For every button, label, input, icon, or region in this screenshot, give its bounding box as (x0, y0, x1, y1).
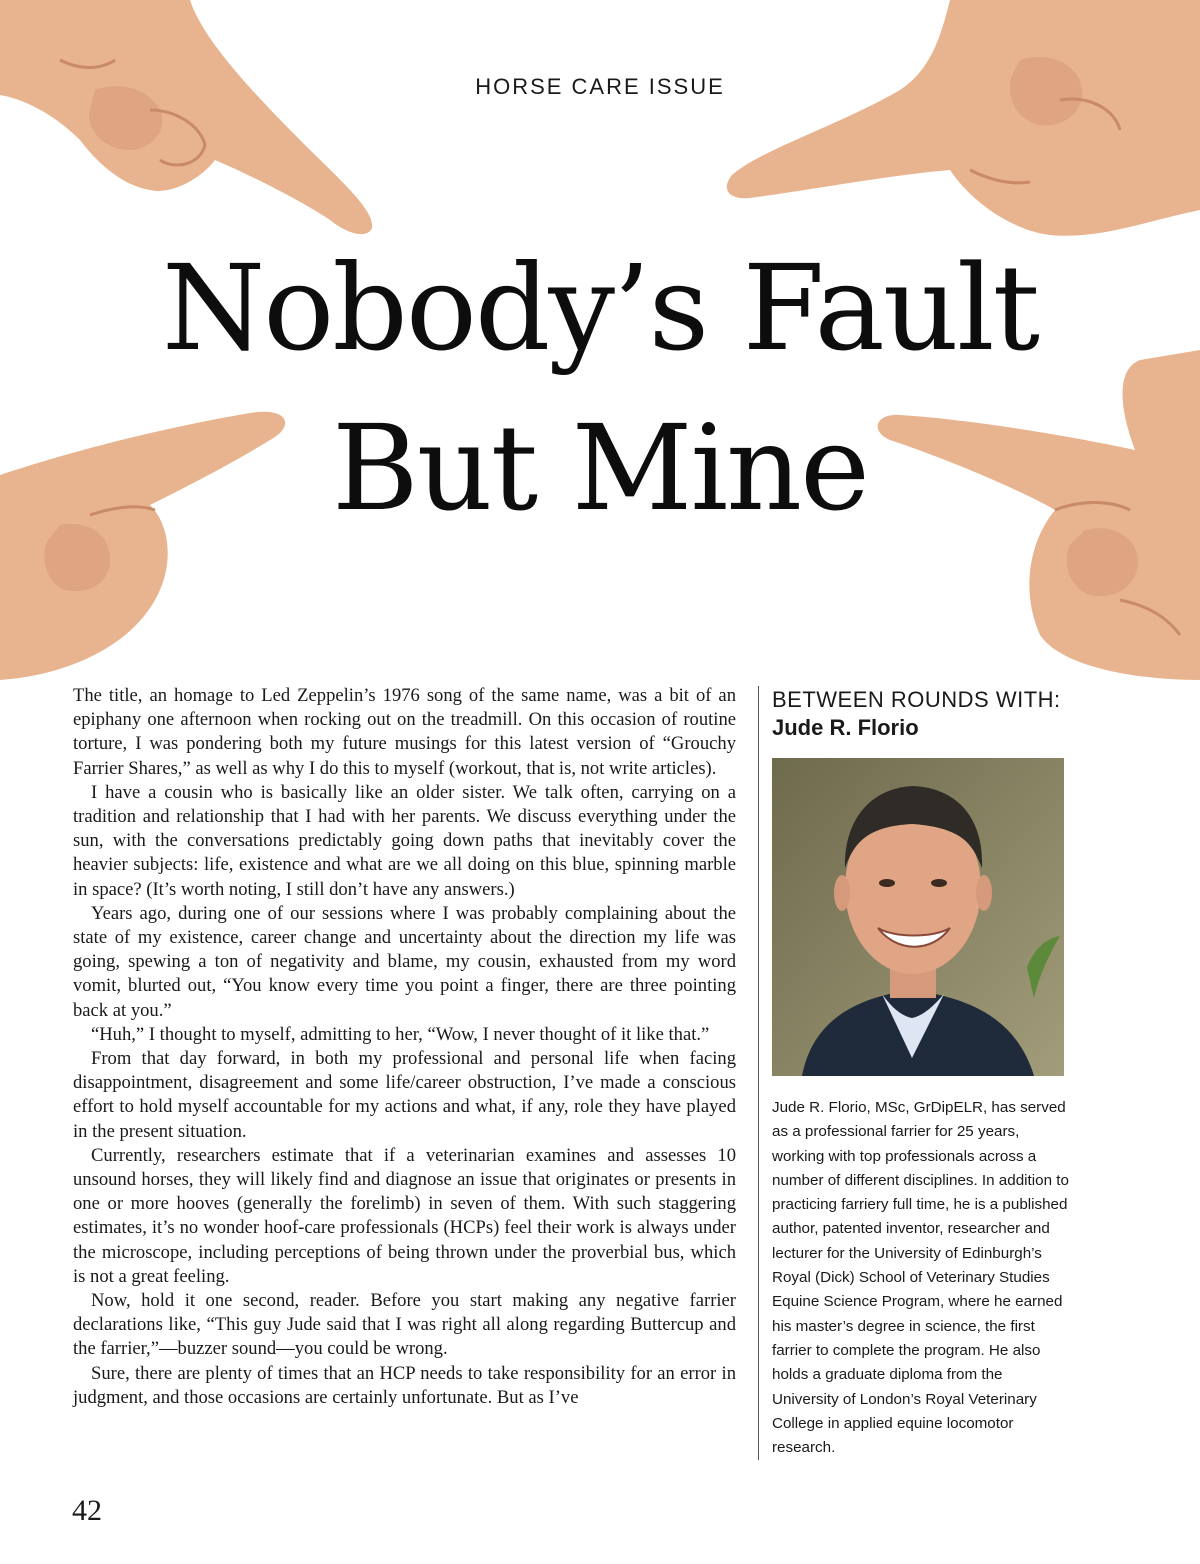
portrait-image (772, 758, 1064, 1076)
issue-kicker: HORSE CARE ISSUE (475, 74, 725, 99)
pointing-hand-top-left (0, 0, 380, 240)
author-sidebar (772, 686, 1092, 1457)
author-name: Jude R. Florio (772, 715, 919, 740)
author-bio: Jude R. Florio, MSc, GrDipELR, has served as a professional farrier for 25 years, working with top professionals across a number of different disciplines. In addition to practicing farriery full time, he is a published author, patented inventor, researcher and lecturer for the University of Edinburgh’s Royal (Dick) School of Veterinary Studies Equine Science Program, where he earned his master’s degree in science, the first farrier to complete the program. He also holds a graduate diploma from the University of London’s Royal Veterinary College in applied equine locomotor research. (772, 1099, 1069, 1457)
article-paragraph: Now, hold it one second, reader. Before you start making any negative farrier declarations like, “This guy Jude said that I was right all along regarding Buttercup and the farrier,”—buzzer sound—you could be wrong. (73, 1290, 736, 1360)
headline-line-2: But Mine (331, 399, 869, 537)
sidebar-label: BETWEEN ROUNDS WITH: (772, 687, 1061, 712)
article-paragraph: Sure, there are plenty of times that an HCP needs to take responsibility for an error in judgment, and those occasions are certainly unfortunate. But as I’ve (73, 1362, 736, 1408)
article-paragraph: From that day forward, in both my professional and personal life when facing disappointment, disagreement and some life/career obstruction, I’ve made a conscious effort to hold myself accountable for my actions and what, if any, role they have played in the present situation. (73, 1048, 736, 1142)
column-divider (758, 686, 759, 1460)
article-paragraph: Years ago, during one of our sessions where I was probably complaining about the state of my existence, career change and uncertainty about the direction my life was going, spewing a ton of negativity and blame, my cousin, exhausted from my word vomit, blurted out, “You know every time you point a finger, there are three pointing back at you.” (73, 902, 736, 1021)
author-portrait (772, 758, 1064, 1076)
pointing-hand-top-right (720, 0, 1200, 270)
headline-line-1: Nobody’s Fault (161, 239, 1038, 377)
article-paragraph: The title, an homage to Led Zeppelin’s 1976 song of the same name, was a bit of an epiphany one afternoon when rocking out on the treadmill. On this occasion of routine torture, I was pondering both my future musings for this latest version of “Grouchy Farrier Shares,” as well as why I do this to myself (workout, that is, not write articles). (73, 685, 736, 779)
page-number: 42 (72, 1494, 102, 1527)
article-body (73, 684, 736, 1410)
article-paragraph: Currently, researchers estimate that if a veterinarian examines and assesses 10 unsound horses, they will likely find and diagnose an issue that originates or presents in one or more hooves (generally the forelimb) in seven of them. With such staggering estimates, it’s no wonder hoof-care professionals (HCPs) feel their work is always under the microscope, including perceptions of being thrown under the proverbial bus, which is not a great feeling. (73, 1144, 736, 1287)
article-paragraph: I have a cousin who is basically like an older sister. We talk often, carrying on a tradition and relationship that I had with her parents. We discuss everything under the sun, with the conversations predictably going down paths that inevitably cover the heavier subjects: life, existence and what are we all doing on this blue, spinning marble in space? (It’s worth noting, I still don’t have any answers.) (73, 781, 736, 900)
article-paragraph: “Huh,” I thought to myself, admitting to her, “Wow, I never thought of it like that.” (91, 1023, 710, 1045)
